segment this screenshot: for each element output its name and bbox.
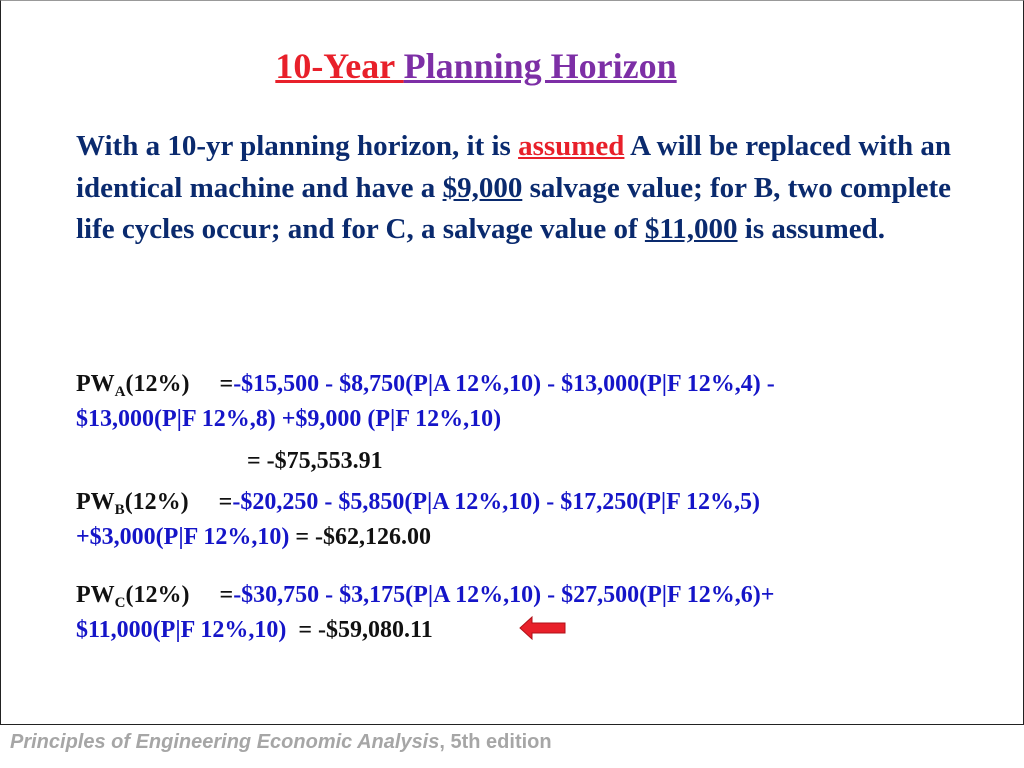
para-text-3: salvage value; for B, two complete life cycles occur; and for C, a salvage value of (76, 171, 952, 245)
pwb-expression-1: -$20,250 - $5,850(P|A 12%,10) - $17,250(P|F 12%,5) (232, 489, 760, 515)
salvage-c-value: $11,000 (644, 213, 738, 245)
pwb-subscript: B (114, 502, 125, 518)
pwc-rate: (12%) (125, 582, 190, 608)
footer (10, 731, 552, 754)
pwc-expression-2: $11,000(P|F 12%,10) (76, 617, 287, 643)
salvage-a-value: $9,000 (442, 171, 523, 204)
para-text-4: is assumed. (737, 213, 885, 245)
pwa-equation-line1 (76, 367, 775, 402)
pwc-label: PW (76, 582, 115, 608)
pwb-equals: = (218, 489, 233, 515)
pwa-equals: = (219, 371, 234, 397)
pwc-equals: = (219, 582, 234, 608)
pwb-rate: (12%) (124, 489, 189, 515)
pwa-label: PW (76, 371, 115, 397)
para-text-2: A will be replaced with an identical machine and have a (76, 130, 951, 204)
pwc-equation-line2 (76, 613, 433, 648)
pwa-expression-2: $13,000(P|F 12%,8) +$9,000 (P|F 12%,10) (76, 406, 502, 432)
pwb-expression-2: +$3,000(P|F 12%,10) (76, 524, 290, 550)
pwb-equation-line1 (76, 485, 760, 520)
pwc-equation-line1 (76, 578, 774, 613)
pwa-result: = -$75,553.91 (247, 448, 383, 474)
pwc-subscript: C (114, 595, 126, 611)
assumed-highlight: assumed (518, 130, 625, 162)
footer-edition: , 5th edition (439, 731, 552, 753)
pwc-expression-1: -$30,750 - $3,175(P|A 12%,10) - $27,500(P|F 12%,6)+ (233, 582, 775, 608)
assumption-paragraph (76, 126, 986, 251)
left-arrow-icon (519, 615, 567, 641)
pwb-result: = -$62,126.00 (289, 524, 432, 550)
title-part-horizon: Planning Horizon (403, 46, 677, 86)
title-part-year: 10-Year (275, 46, 404, 86)
footer-book-title: Principles of Engineering Economic Analysis (10, 731, 440, 753)
pwa-expression-1: -$15,500 - $8,750(P|A 12%,10) - $13,000(P|F 12%,4) - (233, 371, 775, 397)
pwa-subscript: A (114, 384, 126, 400)
slide-title (1, 45, 951, 87)
pwa-rate: (12%) (125, 371, 190, 397)
pwb-equation-line2 (76, 520, 431, 555)
pwc-result: = -$59,080.11 (286, 617, 433, 643)
pwb-label: PW (76, 489, 115, 515)
para-text-1: With a 10-yr planning horizon, it is (76, 130, 519, 162)
